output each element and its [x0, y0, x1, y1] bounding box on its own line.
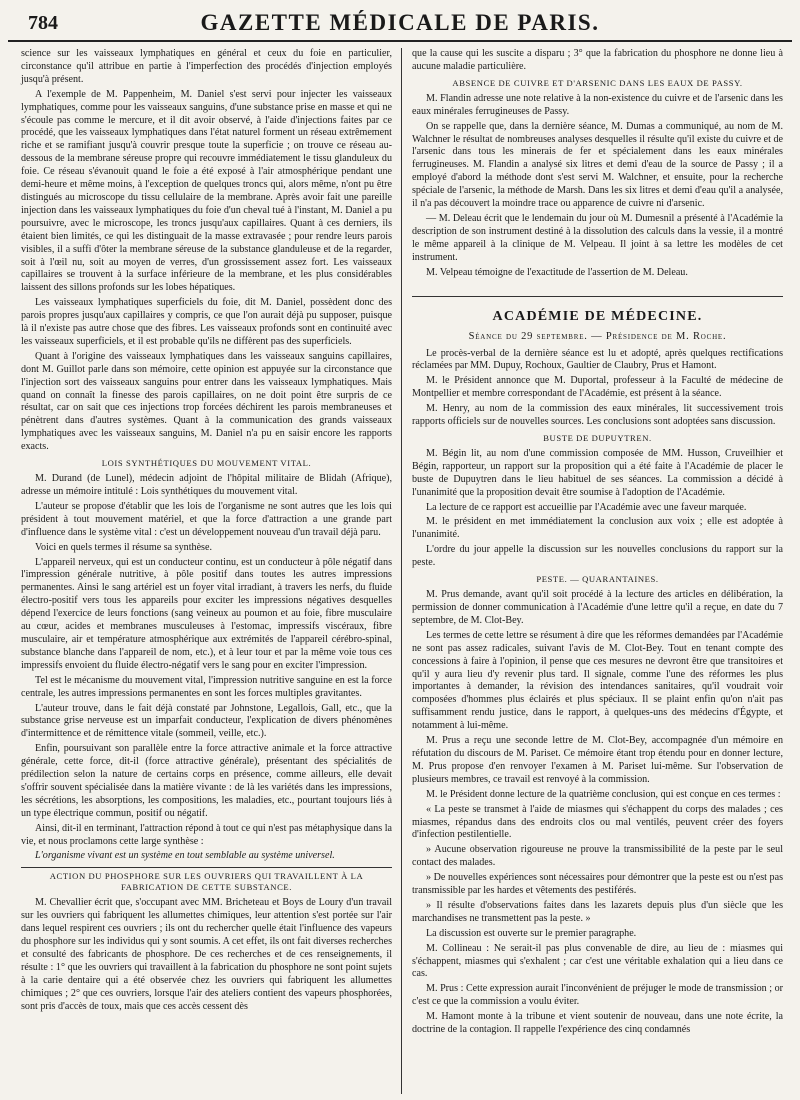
- page-number: 784: [28, 12, 58, 34]
- section-heading: ABSENCE DE CUIVRE ET D'ARSENIC DANS LES EAUX DE PASSY.: [452, 77, 743, 88]
- paragraph: — M. Deleau écrit que le lendemain du jour où M. Dumesnil a présenté à l'Académie la description de son instrument destiné à la dissolution des calculs dans la vessie, il a montré le même appareil à la clinique de M. Velpeau. Il joint à sa lettre les modèles de cet instrument.: [412, 212, 783, 263]
- paragraph: Le procès-verbal de la dernière séance est lu et adopté, après quelques rectifications réclamées par MM. Dupuy, Rochoux, Gaultier de Claubry, Prus et Hamont.: [412, 347, 783, 372]
- paragraph: La discussion est ouverte sur le premier paragraphe.: [426, 927, 637, 939]
- paragraph: » De nouvelles expériences sont nécessaires pour démontrer que la peste est ou n'est pas transmissible par les hardes et vêtements des pestiférés.: [412, 872, 783, 897]
- paragraph: M. Prus a reçu une seconde lettre de M. Clot-Bey, accompagnée d'un mémoire en réfutation du discours de M. Pariset. Ce mémoire étant trop étendu pour en donner lecture, M. Prus propose d'en renvoyer l'examen à M. Pariset lui-même. Sur l'observation de plusieurs membres, ce travail est renvoyé à la commission.: [412, 735, 783, 785]
- paragraph: La lecture de ce rapport est accueillie par l'Académie avec une faveur marquée.: [426, 501, 747, 513]
- paragraph: Les termes de cette lettre se résument à dire que les réformes demandées par l'Académie ne sont pas assez radicales, suivant l'avis de M. Clot-Bey. Tout en tenant compte des concessions à faire à l'opinion, il pense que ces mesures ne devront être que transitoires et qu'il y aura lieu d'y revenir plus tard. Il signale, comme l'une des réformes les plus importantes à demander, la révision des intendances sanitaires, qu'il voudrait voir composées d'hommes plus éclairés et plus spéciaux. Il se plaint enfin qu'on n'ait pas suffisamment rendu justice, dans le rapport, à quelques-uns des médecins d'Égypte, et notamment à lui-même.: [412, 629, 783, 732]
- paragraph: L'auteur se propose d'établir que les lois de l'organisme ne sont autres que les lois qui président à tout mouvement matériel, et que la force d'attraction a une grande part d'influence dans le système vital : c'est un développement nouveau d'un travail déjà paru.: [21, 500, 392, 538]
- paragraph: que la cause qui les suscite a disparu ; 3° que la fabrication du phosphore ne donne lieu à aucune maladie particulière.: [412, 48, 783, 72]
- journal-title: GAZETTE MÉDICALE DE PARIS.: [200, 10, 600, 35]
- paragraph: M. Henry, au nom de la commission des eaux minérales, lit successivement trois rapports officiels sur de nouvelles sources. Les conclusions sont adoptées sans discussion.: [412, 403, 783, 428]
- section-heading: BUSTE DE DUPUYTREN.: [543, 432, 652, 443]
- paragraph: A l'exemple de M. Pappenheim, M. Daniel s'est servi pour injecter les vaisseaux lymphatiques, comme pour les vaisseaux sanguins, d'une substance prise en masse et qui ne s'écoule pas comme le mercure, et il dit avoir observé, à l'aide d'injections faites par ce procédé, que les vaisseaux lymphatiques dans l'état naturel forment un réseau extrêmement riche et se ramifiant jusqu'à couvrir presque toute la superficie ; on trouve ce réseau au-dessous de la membrane séreuse propre qui recouvre immédiatement le tissu glanduleux du foie. Ce réseau s'évanouit quand le foie a été exposé à l'air atmosphérique pendant une demi-heure et même moins, à l'exception de quelques troncs qui, alors même, n'ont pu être distingués au microscope du tissu cellulaire de la membrane. Après avoir fait une pareille injection dans les vaisseaux lymphatiques du foie d'un cheval tué à l'instant, M. Daniel a pu poursuivre, avec le microscope, les troncs jusqu'aux capillaires. Quant à ces derniers, ils étaient bien limités, ce qui les distinguait de la masse extravasée ; pour rendre leurs parois visibles, il a suffi d'ôter la membrane séreuse de la substance glanduleuse et de la regarder, soit à l'œil nu, soit au moyen de verres, d'un grossissement assez fort. Les vaisseaux capillaires se trouvent à la surface inférieure de la membrane, et les plus considérables laissent des sillons profonds sur les lobes hépatiques.: [21, 88, 392, 294]
- paragraph: Enfin, poursuivant son parallèle entre la force attractive animale et la force attractive générale, cette force, dit-il (force attractive générale), présentant des spécialités de prédilection selon la nature de certains corps en présence, comme ailleurs, elle devait s'offrir souvent spécialisée dans la matière vivante : de là les variétés dans les impressions, les sécrétions, les absorptions, les compositions, les maladies, etc., pourtant toujours liés à un type électrique commun, positif ou négatif.: [21, 743, 392, 819]
- paragraph: » Aucune observation rigoureuse ne prouve la transmissibilité de la peste par le seul contact des malades.: [412, 844, 783, 869]
- paragraph: L'auteur trouve, dans le fait déjà constaté par Johnstone, Legallois, Gall, etc., que la substance grise nerveuse est un imparfait conducteur, l'explication de divers phénomènes d'intermittence et de rémittence vitale (sommeil, veille, etc.).: [21, 702, 392, 740]
- paragraph: M. le Président annonce que M. Duportal, professeur à la Faculté de médecine de Montpellier et membre correspondant de l'Académie, est présent à la séance.: [412, 375, 783, 400]
- paragraph: Les vaisseaux lymphatiques superficiels du foie, dit M. Daniel, possèdent donc des parois propres jusqu'aux capillaires y compris, ce que l'on aurait déjà pu supposer, puisque là il n'existe pas autre chose que des fibres. Les vaisseaux profonds sont en continuité avec les vaisseaux superficiels, et il est probable qu'ils ne diffèrent pas des superficiels.: [21, 297, 392, 347]
- paragraph: M. Durand (de Lunel), médecin adjoint de l'hôpital militaire de Blidah (Afrique), adresse un mémoire intitulé : Lois synthétiques du mouvement vital.: [21, 473, 392, 497]
- section-heading: PESTE. — QUARANTAINES.: [536, 574, 659, 585]
- paragraph: L'ordre du jour appelle la discussion sur les nouvelles conclusions du rapport sur la peste.: [412, 544, 783, 569]
- paragraph: Voici en quels termes il résume sa synthèse.: [35, 541, 212, 553]
- article-columns: [14, 48, 790, 1094]
- right-column: [402, 48, 790, 1094]
- session-title: Séance du 29 septembre. — Présidence de M. Roche.: [468, 330, 727, 342]
- paragraph: L'appareil nerveux, qui est un conducteur continu, est un conducteur à pôle négatif dans l'impression générale nutritive, à pôle positif dans toutes les autres impressions permanentes. Ainsi le sang artériel est un foyer vital irradiant, à travers les nerfs, du fluide électro-positif vers tous les appareils pour exciter les impressions négatives desquelles dépend l'exercice de leurs fonctions (sang veineux au poumon et au foie, fibre musculaire au cœur, acides et membranes musculeuses à l'estomac, impressifs viscéraux, fibre musculaire, air et température atmosphérique aux extrémités de l'appareil cérébro-spinal, substance blanche dans l'appareil de nom, etc.), et à leur tour et par la même voie tous ces impressifs envoient du fluide électro-négatif vers le sang pour en exciter l'impression.: [21, 556, 392, 671]
- section-heading: LOIS SYNTHÉTIQUES DU MOUVEMENT VITAL.: [101, 458, 312, 469]
- paragraph: Quant à l'origine des vaisseaux lymphatiques dans les vaisseaux sanguins capillaires, dont M. Guillot parle dans son mémoire, cette opinion est appuyée sur la circonstance que l'injection sort des vaisseaux sanguins pour entrer dans les vaisseaux lymphatiques. Mais quand on connaît la finesse des parois capillaires, on ne doit point être surpris de ce résultat, car on sait que ces injections trop forcées déchirent les parois membraneuses et pénètrent dans d'autres systèmes. Quant à la communication des grands vaisseaux lymphatiques avec les vaisseaux sanguins, M. Daniel n'a pu en saisir encore les rapports exacts.: [21, 350, 392, 453]
- paragraph: M. Bégin lit, au nom d'une commission composée de MM. Husson, Cruveilhier et Bégin, rapporteur, un rapport sur la proposition qui a été faite à l'Académie de placer le buste de Dupuytren dans le lieu habituel de ses séances. La commission a décidé à l'unanimité que la proposition devait être soumise à l'adoption de l'Académie.: [412, 447, 783, 498]
- paragraph: M. le président en met immédiatement la conclusion aux voix ; elle est adoptée à l'unanimité.: [412, 516, 783, 541]
- paragraph: M. le Président donne lecture de la quatrième conclusion, qui est conçue en ces termes :: [426, 788, 781, 800]
- paragraph: « La peste se transmet à l'aide de miasmes qui s'échappent du corps des malades ; ces miasmes, répandus dans des endroits clos ou mal ventilés, peuvent créer des foyers d'infection pestilentielle.: [412, 803, 783, 841]
- paragraph: M. Collineau : Ne serait-il pas plus convenable de dire, au lieu de : miasmes qui s'échappent, miasmes qui s'exhalent ; car c'est une véritable exhalation qui a lieu dans ce cas.: [412, 942, 783, 980]
- section-heading: ACTION DU PHOSPHORE SUR LES OUVRIERS QUI TRAVAILLENT À LA FABRICATION DE CETTE SUBSTANCE.: [21, 867, 392, 893]
- academy-title: ACADÉMIE DE MÉDECINE.: [412, 296, 783, 325]
- paragraph: » Il résulte d'observations faites dans les lazarets depuis plus d'un siècle que les marchandises ne transmettent pas la peste. »: [412, 899, 783, 924]
- paragraph: L'organisme vivant est un système en tout semblable au système universel.: [35, 850, 335, 862]
- left-column: [14, 48, 402, 1094]
- paragraph: Tel est le mécanisme du mouvement vital, l'impression nutritive sanguine en est la force centrale, les autres impressions permanentes en sont les forces multiples gravitantes.: [21, 674, 392, 699]
- paragraph: On se rappelle que, dans la dernière séance, M. Dumas a communiqué, au nom de M. Walchner le résultat de nombreuses analyses desquelles il résulte qu'il existe du cuivre et de l'arsenic dans tous les minerais de fer et spécialement dans les eaux minérales ferrugineuses. M. Flandin a analysé six litres et demi d'eau de la source de Passy ; il a employé d'abord la méthode dont s'est servi M. Walchner, et ensuite, pour la recherche spéciale de l'arsenic, la méthode de Marsh. Dans les six litres et demi d'eau qu'il a analysée, il n'a pas découvert la moindre trace ou apparence de cuivre ni d'arsenic.: [412, 120, 783, 210]
- paragraph: M. Prus demande, avant qu'il soit procédé à la lecture des articles en délibération, la permission de donner communication à l'Académie d'une lettre qu'il a reçue, en date du 7 septembre, de M. Clot-Bey.: [412, 589, 783, 626]
- paragraph: M. Prus : Cette expression aurait l'inconvénient de préjuger le mode de transmission ; or c'est ce que la commission a voulu éviter.: [412, 983, 783, 1008]
- paragraph: Ainsi, dit-il en terminant, l'attraction répond à tout ce qui n'est pas métaphysique dans la vie, et nous proclamons cette large synthèse :: [21, 822, 392, 847]
- paragraph: M. Hamont monte à la tribune et vient soutenir de nouveau, dans une note écrite, la doctrine de la contagion. Il rappelle l'expérience des cinq condamnés: [412, 1011, 783, 1036]
- masthead: [8, 10, 792, 42]
- paragraph: M. Velpeau témoigne de l'exactitude de l'assertion de M. Deleau.: [426, 266, 688, 278]
- paragraph: M. Chevallier écrit que, s'occupant avec MM. Bricheteau et Boys de Loury d'un travail sur les ouvriers qui fabriquent les allumettes chimiques, leur attention s'est portée sur l'air dans lequel respirent ces ouvriers ; ils ont du rechercher quelle était l'influence des vapeurs du phosphore sur les individus qui y sont soumis. A cet effet, ils ont fait diverses recherches et consulté des fabricants de phosphore. De ces recherches et de ces renseignements, il résulte : 1° que les ouvriers qui travaillent à la fabrication du phosphore ne sont point sujets à la carie dentaire qui a été observée chez les ouvriers qui fabriquent les allumettes chimiques ; 2° que ces ouvriers, lorsque l'air des ateliers contient des vapeurs phosphorées, sont pris d'accès de toux, mais que ces accès cessent dès: [21, 897, 392, 1012]
- paragraph: M. Flandin adresse une note relative à la non-existence du cuivre et de l'arsenic dans les eaux minérales ferrugineuses de Passy.: [412, 92, 783, 117]
- paragraph: science sur les vaisseaux lymphatiques en général et ceux du foie en particulier, circonstance qu'il attribue en partie à l'imperfection des procédés d'injection employés jusqu'à présent.: [21, 48, 392, 85]
